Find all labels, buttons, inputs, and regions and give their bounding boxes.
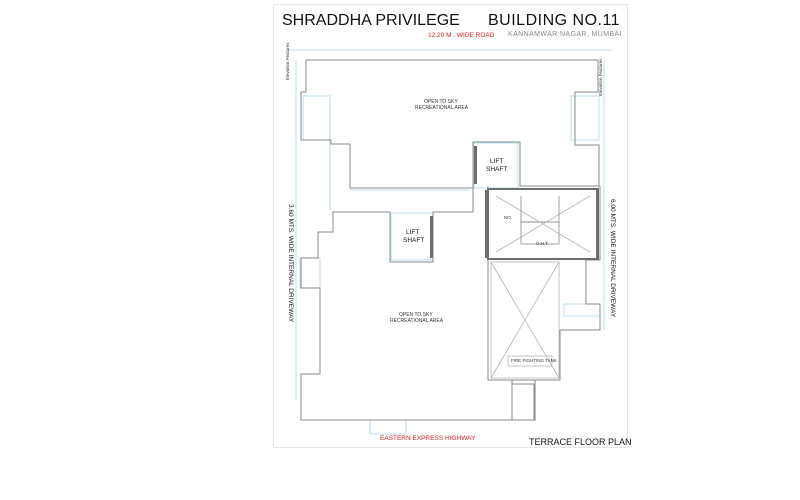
east-driveway-label: 6.00 MTS. WIDE INTERNAL DRIVEWAY xyxy=(609,199,616,318)
stair-core xyxy=(488,189,598,259)
oht-label: O.H.T. xyxy=(536,241,549,246)
building-number: BUILDING NO.11 xyxy=(488,12,621,29)
fire-fighting-tank-label: FIRE FIGHTING TANK xyxy=(511,358,557,363)
project-title: SHRADDHA PRIVILEGE xyxy=(282,12,460,29)
elevation-features-left-label: Elevation Features xyxy=(285,42,290,80)
lift-shaft-right-line1: LIFT xyxy=(490,158,504,165)
open-to-sky-top-line1: OPEN TO SKY xyxy=(424,99,458,105)
north-road-label: 12.20 M . WIDE ROAD xyxy=(428,32,495,39)
stair-no-label: NO xyxy=(504,215,511,220)
elevation-features-right-label: Elevation Features xyxy=(598,58,603,96)
south-road-label: EASTERN EXPRESS HIGHWAY xyxy=(380,435,476,442)
open-to-sky-bottom-line1: OPEN TO SKY xyxy=(399,312,433,318)
open-to-sky-top-line2: RECREATIONAL AREA xyxy=(415,105,469,111)
plan-title: TERRACE FLOOR PLAN xyxy=(529,437,632,447)
open-to-sky-bottom-line2: RECREATIONAL AREA xyxy=(390,318,444,324)
west-driveway-label: 3.60 MTS. WIDE INTERNAL DRIVEWAY xyxy=(287,204,294,323)
lift-shaft-left-line1: LIFT xyxy=(406,229,420,236)
west-recess-box xyxy=(300,258,320,288)
elevation-feature-left-box xyxy=(303,96,330,140)
south-entry-box xyxy=(370,420,406,434)
location-label: KANNAMWAR NAGAR, MUMBAI xyxy=(508,31,622,38)
lift-shaft-right-line2: SHAFT xyxy=(486,166,508,173)
building-outline xyxy=(301,60,600,420)
lift-shaft-left-line2: SHAFT xyxy=(403,237,425,244)
